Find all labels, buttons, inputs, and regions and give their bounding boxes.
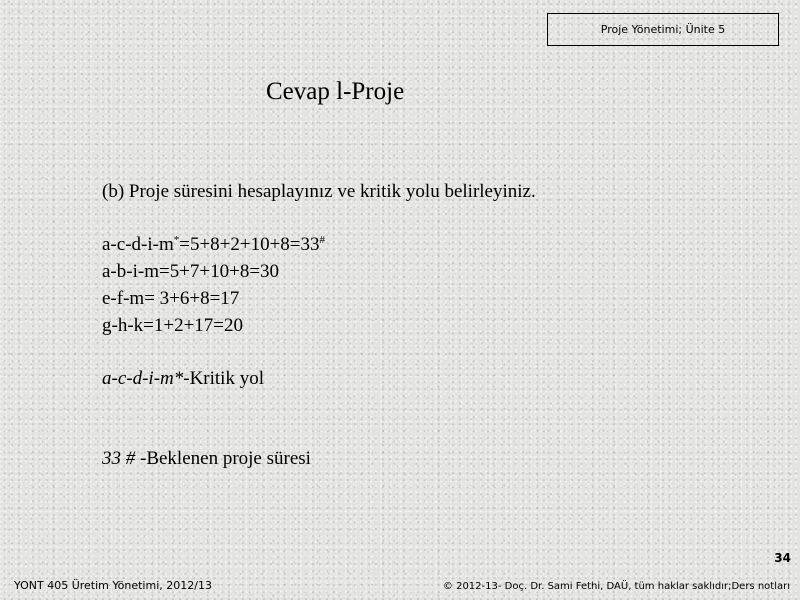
expected-duration-label: -Beklenen proje süresi <box>135 448 311 469</box>
question-text: (b) Proje süresini hesaplayınız ve kritik yolu belirleyiniz. <box>102 181 536 202</box>
path-1-mark: * <box>173 234 180 246</box>
page-number: 34 <box>774 551 791 565</box>
path-1-calc: =5+8+2+10+8=33 <box>179 234 320 255</box>
header-box <box>547 13 779 46</box>
slide-title: Cevap l-Proje <box>266 78 405 105</box>
footer-copyright: © 2012-13- Doç. Dr. Sami Fethi, DAÜ, tüm haklar saklıdır;Ders notları <box>442 581 790 592</box>
critical-path-label: -Kritik yol <box>183 368 264 389</box>
critical-path: a-c-d-i-m* <box>102 368 184 389</box>
path-line-4: g-h-k=1+2+17=20 <box>102 315 244 336</box>
expected-duration-line <box>102 447 311 471</box>
path-line-3: e-f-m= 3+6+8=17 <box>102 288 240 309</box>
course-label: Proje Yönetimi; Ünite 5 <box>600 23 726 36</box>
path-line-2: a-b-i-m=5+7+10+8=30 <box>102 261 280 282</box>
path-line-1 <box>102 233 325 257</box>
path-1-text: a-c-d-i-m <box>102 234 174 255</box>
expected-duration-value: 33 # <box>102 448 136 469</box>
critical-path-line <box>102 367 264 391</box>
footer-course: YONT 405 Üretim Yönetimi, 2012/13 <box>14 579 212 592</box>
path-1-total-mark: # <box>319 234 326 246</box>
